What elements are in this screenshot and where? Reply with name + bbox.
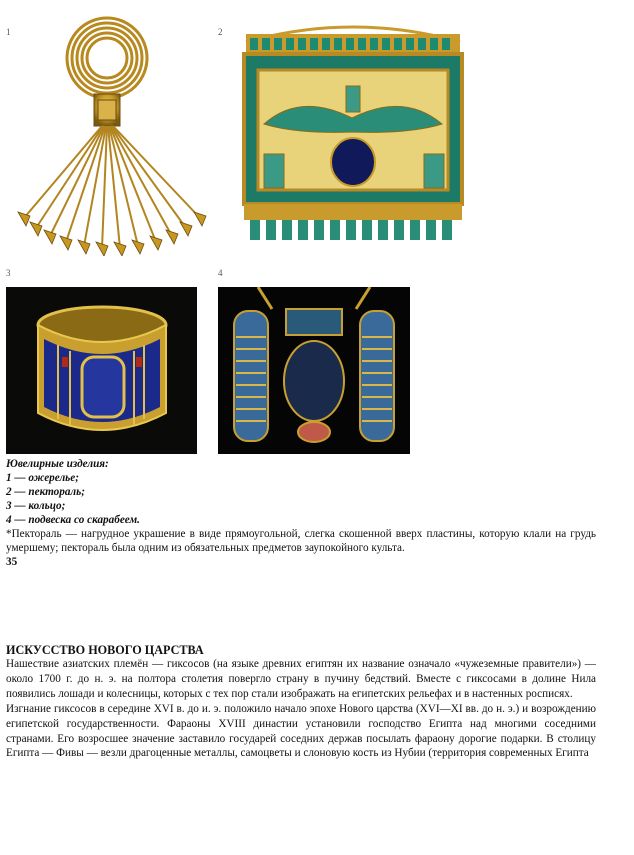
caption-footnote: *Пектораль — нагрудное украшение в виде прямоугольной, слегка скошенной вверх пластины, которую клали на грудь умершему; пектораль была одним из обязательных предметов заупокойного культа. [6, 528, 596, 554]
section-title: ИСКУССТВО НОВОГО ЦАРСТВА [6, 643, 204, 657]
caption-item: 2 — пектораль; [6, 486, 86, 498]
caption-item: 4 — подвеска со скарабеем. [6, 514, 140, 526]
page-number: 35 [6, 556, 18, 568]
caption-item: 1 — ожерелье; [6, 472, 79, 484]
pectoral-image [240, 14, 466, 246]
section-body [6, 657, 596, 761]
figure-2-number: 2 [218, 27, 223, 37]
paragraph: Изгнание гиксосов в середине XVI в. до и. э. положило начало эпохе Нового царства (XVI—XI вв. до н. э.) и возрождению египетской государственности. Фараоны XVIII династии установили господство Египта над многими соседними странами. Его возросшее значение заставило государей соседних держав посылать фараону дорогие подарки. В столицу Египта — Фивы — везли драгоценные металлы, самоцветы и слоновую кость из Нубии (территория современных Египта [6, 702, 596, 760]
caption-title: Ювелирные изделия: [6, 458, 109, 470]
paragraph: Нашествие азиатских племён — гиксосов (на языке древних египтян их название означало «чужеземные правители») — около 1700 г. до н. э. на полтора столетия повергло страну в пучину бедствий. Вместе с гиксосами в долине Нила появились лошади и колесницы, которых с тех пор стали изображать на египетских рельефах и в настенных росписях. [6, 658, 596, 700]
ring-image [6, 287, 197, 454]
figure-3-number: 3 [6, 268, 11, 278]
figure-4-number: 4 [218, 268, 223, 278]
figure-1-number: 1 [6, 27, 11, 37]
pendant-image [218, 287, 410, 454]
figure-caption [6, 457, 596, 569]
caption-item: 3 — кольцо; [6, 500, 66, 512]
necklace-image [4, 8, 220, 256]
